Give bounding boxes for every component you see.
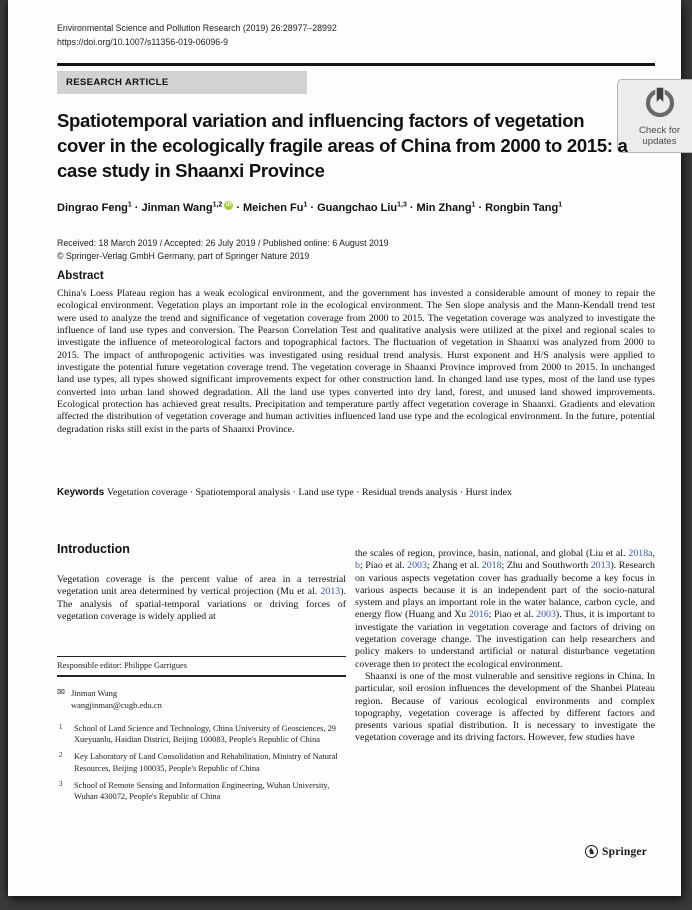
corresponding-author-name: Jinman Wang (70, 688, 118, 698)
paragraph-text: ; Zhang et al. (426, 560, 482, 572)
affiliation-item (57, 723, 346, 745)
affiliation-number: 1 (59, 724, 63, 731)
citation-link[interactable]: 2013 (590, 560, 611, 572)
introduction-heading: Introduction (57, 542, 130, 556)
author-separator: · (409, 201, 414, 214)
orcid-icon[interactable]: iD (226, 202, 232, 208)
paragraph-text: , (652, 548, 655, 559)
author-separator: · (310, 201, 315, 214)
intro-paragraph-right-1 (355, 548, 655, 671)
publication-dates (57, 237, 389, 262)
author: Meichen Fu$^1$ (242, 201, 308, 214)
affiliation-text: School of Remote Sensing and Information Engineering, Wuhan University, Wuhan 430072, People's Republic of China (74, 780, 330, 802)
copyright-line: © Springer-Verlag GmbH Germany, part of Springer Nature 2019 (57, 250, 310, 261)
citation-link[interactable]: 2013 (320, 586, 341, 598)
abstract-text: China's Loess Plateau region has a weak ecological environment, and the government has invested a considerable amount of money to repair the ecological environment. Vegetation plays an important role in the ecological environment. The Sen slope analysis and the Mann-Kendall trend test were used to analyze the trend and significance of vegetation coverage from 2000 to 2015. The vegetation coverage was analyzed to investigate the influence of land use types and conversion. The Pearson Correlation Test and qualitative analysis were utilized at the pixel and regional scales to investigate the influence of meteorological factors and topographical factors. The fluctuation of vegetation in Shaanxi was analyzed from 2000 to 2015. The impact of anthropogenic activities was investigated using residual trend analysis. Hurst exponent and H/S analysis were applied to investigate the potential future vegetation coverage trend. The vegetation coverage in Shaanxi Province improved from 2000 to 2015. In unchanged land use types, all types showed significant improvements expect for other construction land. In changed land use types, most of the land use types converted into urban land showed degradation. All the land use types converted into dry land, forest, and unused land showed improvements. Ecological protection has achieved great results. Precipitation and temperature partly affect vegetation coverage in Shaanxi. Gradients and elevation affected the distribution of vegetation coverage and human activities influenced land use type and the ecological environment. In the future, potential degradation risks still exist in the parts of Shaanxi Province. (57, 288, 655, 435)
paragraph-text: ; Piao et al. (488, 609, 537, 621)
citation-link[interactable]: b (355, 560, 360, 572)
publisher-name: Springer (602, 845, 648, 858)
citation-link[interactable]: 2018a (628, 548, 653, 559)
intro-paragraph-right-2: Shaanxi is one of the most vulnerable and sensitive regions in China. In particular, soil erosion influences the development of the Shanbei Plateau region. Because of various ecological environments and complex topography, vegetation coverage is affected by different factors and presents various spatial distribution. It is necessary to investigate the vegetation coverage and its driving factors. However, few studies have (355, 670, 655, 744)
author-affiliation-sup: 1 (303, 201, 308, 208)
crossmark-icon (643, 106, 677, 123)
paragraph-text: Vegetation coverage is the percent value of area in a terrestrial vegetation unit area determined by vertical projection (Mu et al. (57, 574, 346, 598)
affiliation-number: 2 (59, 752, 63, 760)
corresponding-author-email[interactable]: wangjinman@cugb.edu.cn (70, 699, 162, 710)
author-separator: · (134, 201, 139, 214)
doi-link[interactable]: https://doi.org/10.1007/s11356-019-06096-9 (57, 36, 229, 47)
author-affiliation-sup: 1 (127, 201, 132, 208)
citation-link[interactable]: 2016 (468, 609, 489, 621)
affiliation-item (57, 780, 346, 802)
affiliation-number: 3 (59, 780, 63, 788)
affiliation-text: School of Land Science and Technology, China University of Geosciences, 29 Xueyuanlu, Haidian District, Beijing 100083, People's Republic of China (74, 724, 336, 745)
keywords-line (57, 487, 655, 498)
article-type-badge: RESEARCH ARTICLE (57, 71, 307, 94)
paragraph-text: ; Piao et al. (359, 560, 408, 572)
author: Rongbin Tang$^1$ (485, 201, 563, 214)
check-badge-line2: updates (642, 135, 677, 147)
check-badge-line1: Check for (638, 125, 681, 136)
responsible-editor: Responsible editor: Philippe Garrigues (57, 661, 188, 670)
corresponding-author (71, 688, 162, 711)
paragraph-text: the scales of region, province, basin, national, and global (Liu et al. (355, 548, 629, 559)
envelope-icon: ✉ (57, 688, 65, 698)
footnote-rule-bottom (57, 675, 346, 677)
citation-link[interactable]: 2003 (536, 609, 556, 621)
publisher-footer (585, 845, 647, 858)
intro-paragraph-left (57, 574, 346, 623)
author-separator: · (478, 201, 483, 214)
author: Dingrao Feng$^1$ (57, 201, 132, 214)
author-affiliation-sup: 1,3 (397, 201, 407, 208)
journal-citation: Environmental Science and Pollution Research (2019) 26:28977–28992 (57, 23, 337, 33)
received-accepted-line: Received: 18 March 2019 / Accepted: 26 July 2019 / Published online: 6 August 2019 (57, 238, 389, 248)
affiliation-item (57, 751, 346, 773)
paragraph-text: ; Zhu and Southworth (501, 560, 591, 572)
author-affiliation-sup: 1,2 (212, 201, 223, 208)
affiliation-list (57, 723, 346, 802)
footnote-block (57, 656, 346, 808)
paper-page (8, 0, 681, 896)
author-affiliation-sup: 1 (558, 201, 563, 208)
author-affiliation-sup: 1 (471, 201, 476, 208)
author-separator: · (236, 201, 240, 214)
paragraph-text: ). Research on various aspects vegetation cover has gradually become a key focus in various aspects because it is an independent part of the socio-natural system and plays an important role in the water balance, carbon cycle, and energy flow (Huang and Xu (355, 560, 655, 621)
keywords-label: Keywords (57, 487, 105, 498)
paragraph-text: ). Thus, it is important to investigate the variation in vegetation coverage and factors of driving on vegetation coverage change. The investigation can help researchers and policy makers to understand artificial or natural disturbance vegetation coverage then to protect the ecological environment. (355, 609, 655, 670)
author: Min Zhang$^1$ (416, 201, 476, 214)
paragraph-text: ). The analysis of spatial-temporal variations or driving forces of vegetation coverage is widely applied at (57, 586, 346, 622)
author-list (57, 201, 655, 214)
corresponding-author-block (57, 688, 346, 711)
header-rule (57, 63, 655, 66)
citation-link[interactable]: 2003 (407, 560, 427, 572)
intro-column-right (355, 548, 655, 745)
paper-title: Spatiotemporal variation and influencing factors of vegetation cover in the ecologically fragile areas of China from 2000 to 2015: a case study in Shaanxi Province (57, 110, 628, 181)
abstract-heading: Abstract (57, 270, 104, 282)
springer-logo-icon: ♞ (585, 845, 598, 858)
keywords-text: Vegetation coverage · Spatiotemporal analysis · Land use type · Residual trends analysis · Hurst index (106, 487, 512, 498)
citation-link[interactable]: 2018 (481, 560, 502, 572)
author: Guangchao Liu$^{1,3}$ (317, 201, 407, 214)
affiliation-text: Key Laboratory of Land Consolidation and Rehabilitation, Ministry of Natural Resources, Beijing 100035, People's Republic of China (74, 752, 338, 773)
author: Jinman Wang$^{1,2}$ iD (141, 201, 232, 214)
journal-header (57, 22, 337, 49)
